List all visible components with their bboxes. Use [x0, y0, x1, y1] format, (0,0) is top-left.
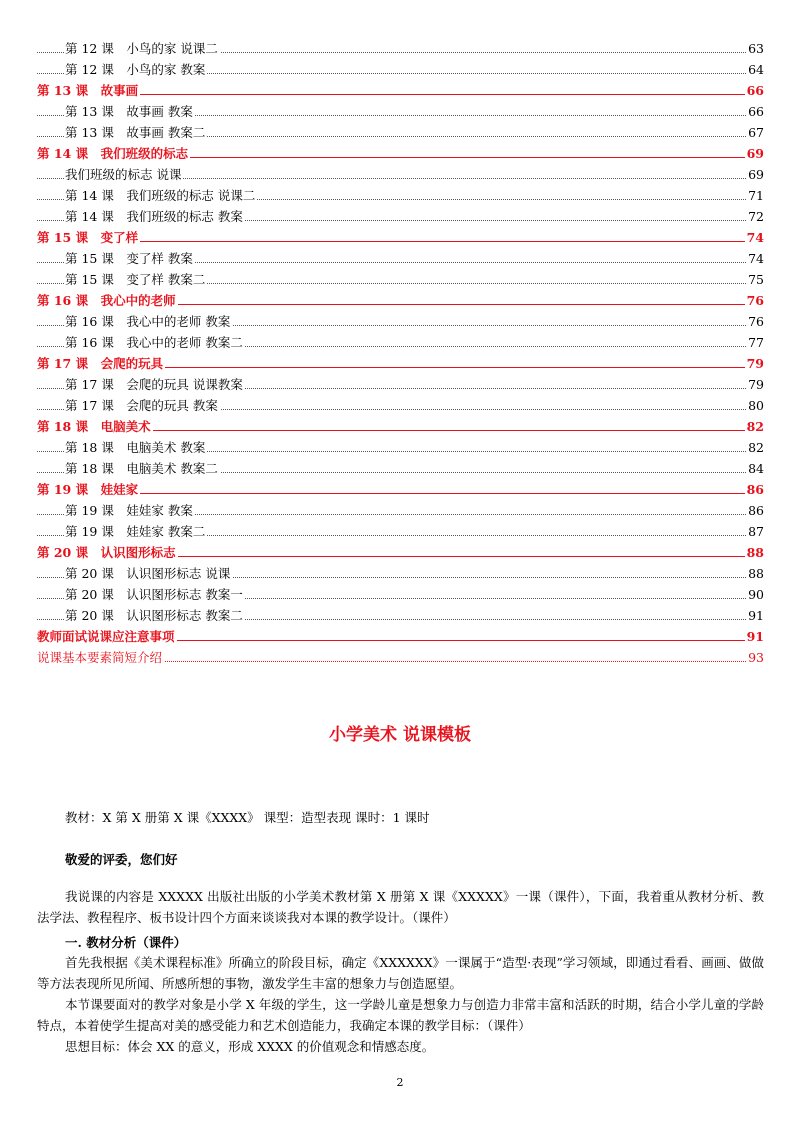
page-number: 2	[396, 1076, 404, 1089]
toc-entry[interactable]	[37, 437, 764, 458]
toc-entry-title: 第 17 课 会爬的玩具	[37, 356, 164, 371]
toc-chapter-entry[interactable]	[37, 353, 764, 374]
toc-chapter-entry[interactable]	[37, 479, 764, 500]
toc-page-number: 86	[746, 500, 764, 521]
toc-chapter-entry[interactable]	[37, 542, 764, 563]
toc-entry[interactable]	[37, 59, 764, 80]
toc-page-number: 71	[746, 185, 764, 206]
toc-entry[interactable]	[37, 584, 764, 605]
toc-entry-title: 说课基本要素简短介绍	[37, 650, 163, 665]
toc-page-number: 88	[745, 542, 764, 563]
toc-entry-title: 第 12 课 小鸟的家 教案	[65, 62, 206, 77]
toc-entry[interactable]	[37, 395, 764, 416]
toc-page-number: 91	[745, 626, 764, 647]
toc-entry[interactable]	[37, 101, 764, 122]
toc-page-number: 91	[746, 605, 764, 626]
toc-entry-title: 第 15 课 变了样 教案二	[65, 272, 206, 287]
toc-page-number: 76	[746, 311, 764, 332]
toc-entry[interactable]	[37, 311, 764, 332]
toc-entry-title: 第 19 课 娃娃家 教案	[65, 503, 193, 518]
toc-entry-title: 第 20 课 认识图形标志 说课	[65, 566, 231, 581]
toc-page-number: 69	[746, 164, 764, 185]
toc-entry-title: 我们班级的标志 说课	[65, 167, 182, 182]
toc-entry-title: 第 13 课 故事画 教案	[65, 104, 193, 119]
toc-page-number: 82	[745, 416, 764, 437]
toc-page-number: 64	[746, 59, 764, 80]
intro-paragraph: 我说课的内容是 XXXXX 出版社出版的小学美术教材第 X 册第 X 课《XXXXX》一课（课件），下面，我着重从教材分析、教法学法、教程程序、板书设计四个方面来谈谈我对本课的教学设计。（课件）	[37, 889, 764, 925]
toc-entry-title: 教师面试说课应注意事项	[37, 629, 175, 644]
toc-entry-title: 第 13 课 故事画 教案二	[65, 125, 206, 140]
toc-entry[interactable]	[37, 122, 764, 143]
toc-page-number: 86	[745, 479, 764, 500]
toc-page-number: 69	[745, 143, 764, 164]
toc-entry[interactable]	[37, 563, 764, 584]
toc-entry-title: 第 14 课 我们班级的标志	[37, 146, 189, 161]
toc-page-number: 87	[746, 521, 764, 542]
toc-entry-title: 第 19 课 娃娃家 教案二	[65, 524, 206, 539]
toc-entry-title: 第 20 课 认识图形标志	[37, 545, 176, 560]
toc-entry[interactable]	[37, 374, 764, 395]
paragraph-goals: 思想目标：体会 XX 的意义，形成 XXXX 的价值观念和情感态度。	[65, 1039, 435, 1054]
toc-chapter-entry[interactable]	[37, 416, 764, 437]
toc-entry[interactable]	[37, 605, 764, 626]
toc-page-number: 72	[746, 206, 764, 227]
toc-page-number: 74	[746, 248, 764, 269]
toc-entry-title: 第 19 课 娃娃家	[37, 482, 139, 497]
toc-entry-title: 第 17 课 会爬的玩具 说课教案	[65, 377, 243, 392]
greeting: 敬爱的评委，您们好	[65, 852, 178, 867]
toc-entry-title: 第 16 课 我心中的老师 教案二	[65, 335, 243, 350]
paragraph-students: 本节课要面对的教学对象是小学 X 年级的学生，这一学龄儿童是想象力与创造力非常丰富和活跃的时期，结合小学儿童的学龄特点，本着使学生提高对美的感受能力和艺术创造能力，我确定本课的教学目标：（课件）	[37, 997, 764, 1033]
toc-entry[interactable]	[37, 269, 764, 290]
toc-entry-title: 第 16 课 我心中的老师	[37, 293, 176, 308]
toc-page-number: 67	[746, 122, 764, 143]
toc-page-number: 82	[746, 437, 764, 458]
toc-page-number: 63	[746, 38, 764, 59]
toc-leader-dots	[37, 241, 764, 242]
paragraph-curriculum: 首先我根据《美术课程标准》所确立的阶段目标，确定《XXXXXX》一课属于“造型·表现”学习领域，即通过看看、画画、做做等方法表现所见所闻、所感所想的事物，激发学生丰富的想象力与创造愿望。	[37, 955, 764, 991]
toc-entry-title: 第 12 课 小鸟的家 说课二	[65, 41, 218, 56]
toc-chapter-entry[interactable]	[37, 80, 764, 101]
toc-page-number: 75	[746, 269, 764, 290]
toc-entry[interactable]	[37, 248, 764, 269]
toc-entry-title: 第 20 课 认识图形标志 教案一	[65, 587, 243, 602]
toc-chapter-entry[interactable]	[37, 227, 764, 248]
toc-chapter-entry[interactable]	[37, 290, 764, 311]
toc-page-number: 84	[746, 458, 764, 479]
table-of-contents	[37, 38, 764, 668]
lesson-meta-line: 教材：X 第 X 册第 X 课《XXXX》 课型：造型表现 课时：1 课时	[65, 810, 430, 825]
toc-entry-title: 第 18 课 电脑美术	[37, 419, 151, 434]
toc-page-number: 79	[745, 353, 764, 374]
toc-entry-title: 第 15 课 变了样 教案	[65, 251, 193, 266]
toc-entry-title: 第 16 课 我心中的老师 教案	[65, 314, 231, 329]
section-heading-textbook-analysis: 一. 教材分析（课件）	[65, 935, 187, 950]
toc-leader-dots	[37, 94, 764, 95]
toc-entry-title: 第 13 课 故事画	[37, 83, 139, 98]
toc-chapter-entry[interactable]	[37, 626, 764, 647]
toc-entry-title: 第 14 课 我们班级的标志 教案	[65, 209, 243, 224]
toc-entry[interactable]	[37, 332, 764, 353]
toc-entry[interactable]	[37, 206, 764, 227]
toc-chapter-entry[interactable]	[37, 647, 764, 668]
toc-page-number: 74	[745, 227, 764, 248]
toc-entry-title: 第 15 课 变了样	[37, 230, 139, 245]
toc-entry-title: 第 18 课 电脑美术 教案二	[65, 461, 218, 476]
toc-page-number: 66	[745, 80, 764, 101]
toc-entry[interactable]	[37, 185, 764, 206]
toc-page-number: 66	[746, 101, 764, 122]
toc-page-number: 88	[746, 563, 764, 584]
toc-page-number: 93	[746, 647, 764, 668]
toc-entry-title: 第 20 课 认识图形标志 教案二	[65, 608, 243, 623]
toc-entry[interactable]	[37, 164, 764, 185]
toc-entry[interactable]	[37, 38, 764, 59]
document-title: 小学美术 说课模板	[329, 725, 471, 745]
toc-entry[interactable]	[37, 500, 764, 521]
toc-chapter-entry[interactable]	[37, 143, 764, 164]
toc-leader-dots	[37, 493, 764, 494]
toc-page-number: 79	[746, 374, 764, 395]
toc-page-number: 77	[746, 332, 764, 353]
toc-entry-title: 第 18 课 电脑美术 教案	[65, 440, 206, 455]
toc-entry[interactable]	[37, 458, 764, 479]
toc-entry-title: 第 17 课 会爬的玩具 教案	[65, 398, 218, 413]
toc-page-number: 80	[746, 395, 764, 416]
toc-entry[interactable]	[37, 521, 764, 542]
toc-page-number: 90	[746, 584, 764, 605]
toc-page-number: 76	[745, 290, 764, 311]
toc-entry-title: 第 14 课 我们班级的标志 说课二	[65, 188, 256, 203]
